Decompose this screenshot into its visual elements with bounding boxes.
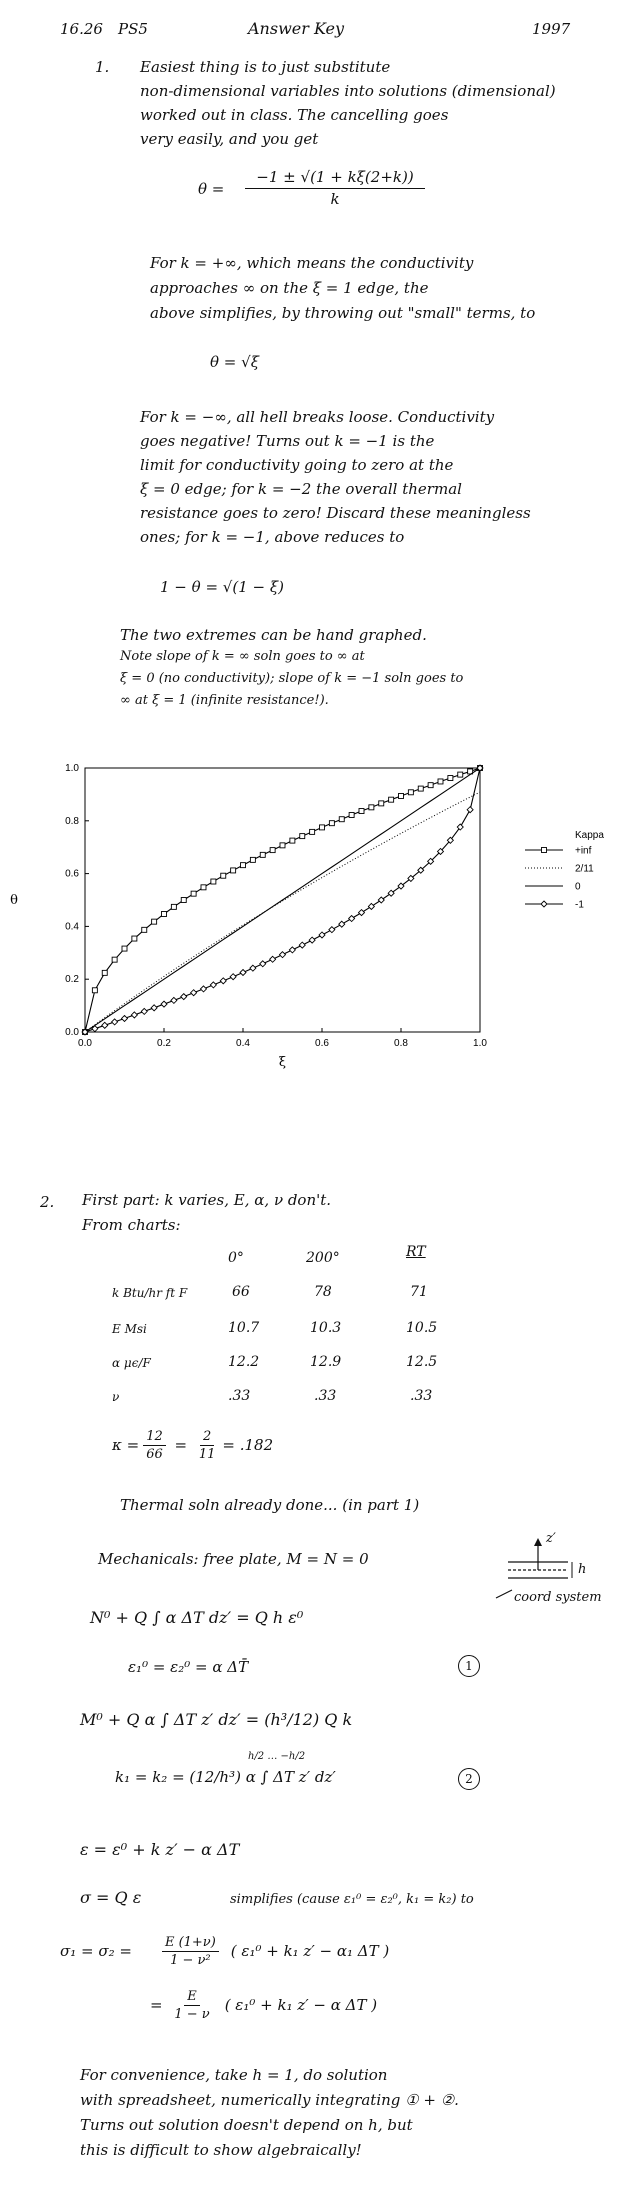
table-col-header: RT: [406, 1244, 426, 1260]
data-point-diamond: [171, 997, 177, 1003]
data-point-square: [221, 873, 226, 878]
y-tick-label: 0.0: [65, 1027, 79, 1038]
y-tick-label: 0.4: [65, 921, 79, 933]
data-point-square: [181, 898, 186, 903]
fraction-numerator: E (1+ν): [162, 1936, 219, 1952]
coord-system-label: coord system: [514, 1590, 602, 1605]
data-point-square: [191, 891, 196, 896]
sigma-fraction-2: [171, 1990, 212, 2021]
data-point-diamond: [240, 969, 246, 975]
data-point-diamond: [102, 1022, 108, 1028]
part1-intro-line: very easily, and you get: [140, 130, 319, 148]
table-cell: 66: [232, 1284, 250, 1300]
paragraph-line: For convenience, take h = 1, do solution: [80, 2066, 388, 2084]
legend-entry-label: 2/11: [575, 863, 594, 875]
plus-infinity-paragraph: [150, 256, 535, 331]
paragraph-line: limit for conductivity going to zero at the: [140, 456, 454, 474]
sigma-rhs: ( ε₁⁰ + k₁ z′ − α₁ ΔT ): [230, 1942, 390, 1960]
strain-equation: ε = ε⁰ + k z′ − α ΔT: [80, 1840, 240, 1859]
data-point-diamond: [230, 974, 236, 980]
data-point-diamond: [349, 916, 355, 922]
data-point-square: [339, 817, 344, 822]
data-point-square: [201, 885, 206, 890]
legend-entry-label: -1: [575, 899, 584, 911]
data-point-diamond: [260, 961, 266, 967]
x-tick-label: 0.6: [315, 1038, 329, 1049]
m-equation: M⁰ + Q α ∫ ΔT z′ dz′ = (h³/12) Q k: [80, 1710, 353, 1729]
table-cell: 12.5: [406, 1354, 438, 1370]
data-point-square: [349, 812, 354, 817]
paragraph-line: approaches ∞ on the ξ = 1 edge, the: [150, 279, 429, 297]
data-point-square: [270, 848, 275, 853]
data-point-square: [142, 927, 147, 932]
minus-one-equation: 1 − θ = √(1 − ξ): [160, 578, 284, 596]
data-point-diamond: [250, 965, 256, 971]
data-point-square: [290, 838, 295, 843]
kappa-lhs: κ =: [112, 1436, 140, 1454]
data-point-square: [112, 957, 117, 962]
year: 1997: [532, 20, 571, 38]
fraction-denominator: 11: [198, 1447, 216, 1462]
part1-intro: [140, 60, 556, 156]
data-point-square: [329, 821, 334, 826]
equation-tag-2: [458, 1768, 480, 1790]
data-point-square: [122, 946, 127, 951]
data-point-square: [231, 868, 236, 873]
part1-intro-line: worked out in class. The cancelling goes: [140, 106, 449, 124]
data-point-diamond: [151, 1005, 157, 1011]
data-point-diamond: [329, 927, 335, 933]
data-point-square: [92, 988, 97, 993]
part1-intro-line: non-dimensional variables into solutions (dimensional): [140, 82, 556, 100]
fraction-numerator: 12: [143, 1430, 166, 1446]
sigma-equation-1: [60, 1936, 389, 1967]
table-row-label: ν: [112, 1390, 120, 1404]
table-row-label: α μϵ/F: [112, 1356, 151, 1370]
theta-equation: [245, 170, 425, 207]
chart-svg: [0, 740, 617, 1100]
from-charts-label: From charts:: [82, 1216, 181, 1234]
data-point-square: [379, 801, 384, 806]
fraction-numerator: 2: [200, 1430, 214, 1446]
paragraph-line: ones; for k = −1, above reduces to: [140, 528, 405, 546]
paragraph-line: resistance goes to zero! Discard these meaningless: [140, 504, 531, 522]
coordinate-system-sketch: [490, 1528, 600, 1608]
data-point-square: [359, 809, 364, 814]
x-tick-label: 0.2: [157, 1038, 171, 1049]
sigma2-rhs: ( ε₁⁰ + k₁ z′ − α ΔT ): [224, 1996, 378, 2014]
equation-tag-label: 2: [458, 1768, 480, 1790]
y-tick-label: 0.6: [65, 868, 79, 880]
fraction-denominator: 66: [146, 1447, 163, 1462]
coord-h-label: h: [578, 1562, 587, 1577]
paragraph-line: For k = +∞, which means the conductivity: [150, 254, 474, 272]
data-point-square: [241, 863, 246, 868]
theta-equation-denominator: k: [330, 190, 340, 208]
data-point-diamond: [112, 1019, 118, 1025]
data-point-square: [211, 879, 216, 884]
paragraph-line: above simplifies, by throwing out "small" terms, to: [150, 304, 536, 322]
mechanicals-line: Mechanicals: free plate, M = N = 0: [98, 1550, 369, 1568]
table-row-label: E Msi: [112, 1322, 147, 1336]
paragraph-line: For k = −∞, all hell breaks loose. Conductivity: [140, 408, 495, 426]
data-point-square: [300, 834, 305, 839]
problem-number-1: 1.: [95, 58, 110, 76]
paragraph-line: this is difficult to show algebraically!: [80, 2141, 362, 2159]
data-point-square: [102, 970, 107, 975]
data-point-diamond: [467, 807, 473, 813]
paragraph-line: ξ = 0 (no conductivity); slope of k = −1 soln goes to: [120, 671, 464, 686]
legend-marker-square: [542, 848, 547, 853]
thermal-soln-note: Thermal soln already done... (in part 1): [120, 1496, 420, 1514]
data-point-square: [369, 805, 374, 810]
data-point-square: [458, 772, 463, 777]
table-cell: 78: [314, 1284, 332, 1300]
page-title: Answer Key: [248, 19, 344, 38]
data-point-square: [132, 936, 137, 941]
data-point-square: [389, 797, 394, 802]
stress-equation: σ = Q ε: [80, 1888, 142, 1907]
n-equation: N⁰ + Q ∫ α ΔT dz′ = Q h ε⁰: [90, 1608, 304, 1627]
data-point-diamond: [181, 994, 187, 1000]
sigma-lhs: σ₁ = σ₂ =: [60, 1942, 132, 1960]
paragraph-line: with spreadsheet, numerically integrating ① + ②.: [80, 2091, 459, 2109]
y-axis-label: θ: [10, 893, 18, 908]
x-axis-label: ξ: [278, 1055, 287, 1070]
data-point-square: [260, 852, 265, 857]
paragraph-line: The two extremes can be hand graphed.: [120, 626, 427, 644]
data-point-square: [399, 793, 404, 798]
table-cell: .33: [228, 1388, 251, 1404]
data-point-diamond: [191, 990, 197, 996]
minus-infinity-paragraph: [140, 410, 531, 554]
data-point-diamond: [319, 932, 325, 938]
x-tick-label: 0.4: [236, 1038, 250, 1049]
data-point-square: [438, 779, 443, 784]
first-part-heading: First part: k varies, E, α, ν don't.: [82, 1191, 332, 1209]
y-tick-label: 1.0: [65, 763, 79, 774]
legend-marker-diamond: [541, 901, 547, 907]
theta-equation-numerator: −1 ± √(1 + kξ(2+k)): [245, 170, 425, 189]
part1-intro-line: Easiest thing is to just substitute: [140, 58, 391, 76]
kappa-result: = .182: [222, 1436, 274, 1454]
theta-vs-xi-chart: [0, 740, 617, 1100]
y-tick-label: 0.8: [65, 815, 79, 827]
table-cell: 71: [410, 1284, 428, 1300]
data-point-square: [250, 857, 255, 862]
table-cell: 12.9: [310, 1354, 342, 1370]
table-cell: 10.7: [228, 1320, 260, 1336]
x-tick-label: 0.8: [394, 1038, 408, 1049]
x-tick-label: 0.0: [78, 1038, 92, 1049]
legend-entry-label: +inf: [575, 845, 592, 857]
data-point-square: [310, 829, 315, 834]
problem-set: PS5: [118, 20, 148, 38]
problem-number-2: 2.: [40, 1193, 55, 1211]
table-cell: .33: [314, 1388, 337, 1404]
y-tick-label: 0.2: [65, 974, 79, 986]
fraction-denominator: 1 − ν: [174, 2007, 210, 2022]
simplifies-note: simplifies (cause ε₁⁰ = ε₂⁰, k₁ = k₂) to: [230, 1892, 474, 1907]
x-tick-label: 1.0: [473, 1038, 487, 1049]
data-point-diamond: [280, 952, 286, 958]
data-point-diamond: [339, 921, 345, 927]
kappa-fraction-1: [143, 1430, 166, 1461]
data-point-diamond: [141, 1008, 147, 1014]
table-cell: 10.3: [310, 1320, 342, 1336]
data-point-diamond: [220, 978, 226, 984]
paragraph-line: goes negative! Turns out k = −1 is the: [140, 432, 435, 450]
table-cell: 12.2: [228, 1354, 260, 1370]
data-point-diamond: [210, 982, 216, 988]
legend-title: Kappa: [575, 830, 604, 841]
extremes-paragraph: [120, 628, 463, 716]
data-point-diamond: [309, 937, 315, 943]
paragraph-line: Note slope of k = ∞ soln goes to ∞ at: [120, 649, 365, 664]
coord-z-label: z′: [546, 1531, 556, 1546]
data-point-square: [162, 911, 167, 916]
legend-entry-label: 0: [575, 881, 581, 893]
course-number: 16.26: [60, 20, 103, 38]
data-point-square: [171, 904, 176, 909]
data-point-square: [152, 919, 157, 924]
fraction-numerator: E: [184, 1990, 200, 2006]
data-point-diamond: [161, 1001, 167, 1007]
data-point-square: [448, 776, 453, 781]
table-cell: .33: [410, 1388, 433, 1404]
equation-tag-label: 1: [458, 1655, 480, 1677]
fraction-denominator: 1 − ν²: [170, 1953, 211, 1968]
data-point-diamond: [368, 903, 374, 909]
data-point-square: [418, 786, 423, 791]
table-cell: 10.5: [406, 1320, 438, 1336]
theta-equation-lhs: θ =: [198, 180, 225, 198]
series-line-1: [85, 792, 480, 1032]
curvature-equation: k₁ = k₂ = (12/h³) α ∫ ΔT z′ dz′: [115, 1768, 336, 1786]
paragraph-line: Turns out solution doesn't depend on h, but: [80, 2116, 413, 2134]
data-point-diamond: [131, 1012, 137, 1018]
kappa-equation: κ = $\frac{12}{66}$ = $\frac{2}{11}$ = .182: [112, 1429, 274, 1462]
paragraph-line: ξ = 0 edge; for k = −2 the overall thermal: [140, 480, 462, 498]
data-point-diamond: [359, 910, 365, 916]
kappa-fraction-2: [196, 1430, 219, 1461]
data-point-diamond: [289, 947, 295, 953]
data-point-diamond: [201, 986, 207, 992]
data-point-square: [408, 790, 413, 795]
sqrt-xi-equation: θ = √ξ: [210, 353, 259, 371]
sigma-fraction: [162, 1936, 219, 1967]
table-row-label: k Btu/hr ft F: [112, 1286, 188, 1300]
data-point-square: [280, 843, 285, 848]
data-point-diamond: [299, 942, 305, 948]
sigma-equation-2: = $\frac{E}{1 - \nu}$ ( ε₁⁰ + k₁ z′ − α ΔT ): [150, 1989, 378, 2022]
integral-limits: h/2 … −h/2: [248, 1751, 306, 1762]
epsilon-equation: ε₁⁰ = ε₂⁰ = α ΔT̄: [128, 1658, 249, 1676]
equation-tag-1: [458, 1655, 480, 1677]
data-point-diamond: [122, 1015, 128, 1021]
table-col-header: 0°: [228, 1250, 244, 1266]
series-line-2: [85, 768, 480, 1032]
data-point-square: [428, 783, 433, 788]
paragraph-line: ∞ at ξ = 1 (infinite resistance!).: [120, 693, 329, 708]
data-point-diamond: [270, 956, 276, 962]
table-col-header: 200°: [306, 1250, 340, 1266]
data-point-square: [320, 825, 325, 830]
convenience-paragraph: [80, 2068, 459, 2168]
